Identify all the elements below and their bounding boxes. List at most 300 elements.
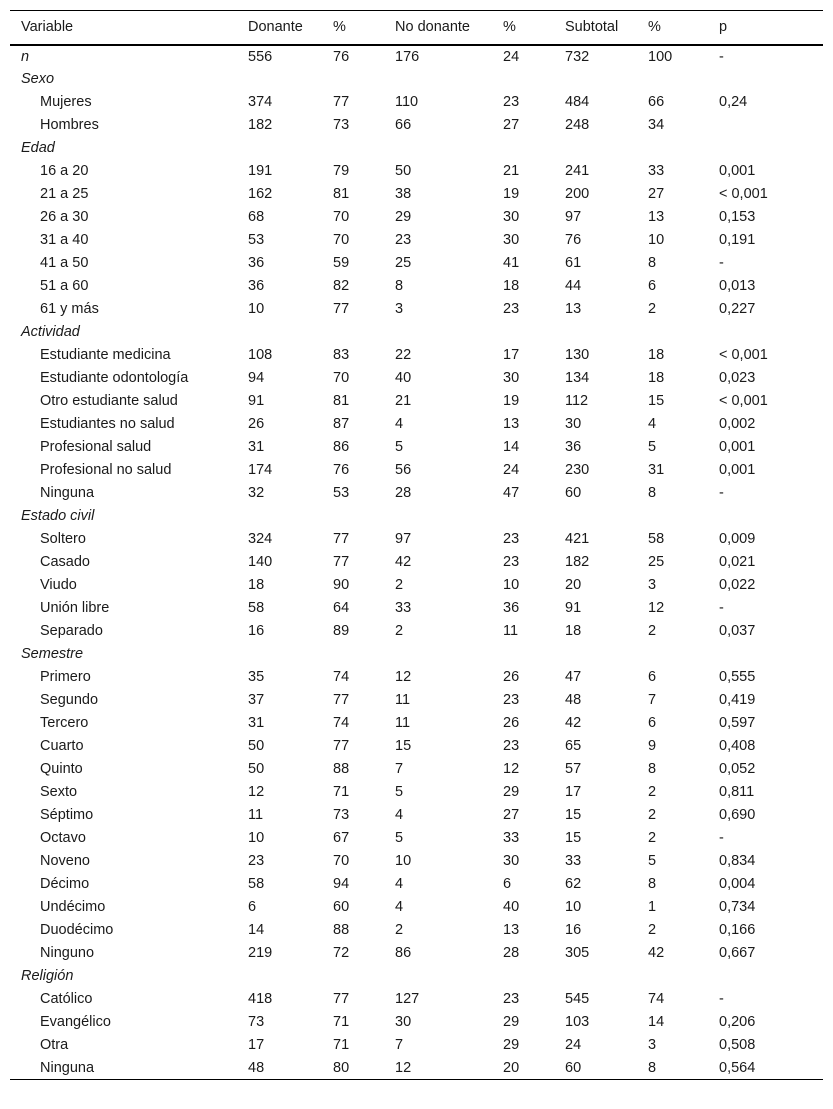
cell-donante: 50 xyxy=(248,738,265,754)
cell-subtotal: 16 xyxy=(565,922,582,938)
cell-donante xyxy=(237,137,322,160)
cell-donante: 162 xyxy=(248,186,273,202)
cell-donante: 23 xyxy=(248,853,265,869)
cell-p-value: 0,811 xyxy=(719,784,755,800)
cell-donante: 10 xyxy=(248,830,265,846)
cell-no-donante: 10 xyxy=(395,853,412,869)
cell-donante-percent: 88 xyxy=(333,922,350,938)
table-body xyxy=(10,45,823,1080)
cell-donante-percent xyxy=(322,137,384,160)
cell-no-donante: 86 xyxy=(395,945,412,961)
table-row xyxy=(10,919,823,942)
cell-no-donante-percent: 20 xyxy=(492,1057,554,1080)
cell-subtotal-percent: 2 xyxy=(648,807,657,823)
header-variable: Variable xyxy=(10,11,237,45)
cell-subtotal-percent: 2 xyxy=(648,830,657,846)
cell-donante: 48 xyxy=(237,1057,322,1080)
header-donante: Donante xyxy=(237,11,322,45)
cell-no-donante: 33 xyxy=(395,600,412,616)
table-row xyxy=(10,574,823,597)
cell-no-donante: 4 xyxy=(395,807,404,823)
cell-donante-percent: 67 xyxy=(333,830,350,846)
cell-donante-percent xyxy=(322,321,384,344)
cell-no-donante-percent: 47 xyxy=(503,485,520,501)
cell-variable: Estudiante odontología xyxy=(40,370,189,386)
cell-no-donante: 15 xyxy=(395,738,412,754)
cell-subtotal-percent: 2 xyxy=(648,922,657,938)
cell-donante xyxy=(237,68,322,91)
header-p-value: p xyxy=(708,11,823,45)
cell-no-donante-percent: 26 xyxy=(503,669,520,685)
cell-donante-percent: 76 xyxy=(333,462,350,478)
cell-no-donante: 11 xyxy=(395,692,411,708)
table-row xyxy=(10,45,823,68)
table-row xyxy=(10,344,823,367)
cell-variable: Actividad xyxy=(21,324,80,340)
cell-no-donante-percent: 10 xyxy=(503,577,520,593)
cell-subtotal-percent xyxy=(637,137,708,160)
table-row xyxy=(10,896,823,919)
cell-variable: 51 a 60 xyxy=(40,278,89,294)
table-row xyxy=(10,597,823,620)
cell-no-donante-percent xyxy=(492,505,554,528)
table-row xyxy=(10,275,823,298)
cell-no-donante-percent: 30 xyxy=(503,209,520,225)
cell-donante-percent: 72 xyxy=(333,945,350,961)
table-row xyxy=(10,735,823,758)
cell-donante: 53 xyxy=(248,232,265,248)
cell-no-donante: 8 xyxy=(395,278,404,294)
cell-subtotal: 545 xyxy=(565,991,590,1007)
cell-donante-percent: 82 xyxy=(333,278,350,294)
cell-p-value: 0,508 xyxy=(719,1037,756,1053)
cell-p-value: - xyxy=(719,991,724,1007)
cell-variable: Otra xyxy=(40,1037,69,1053)
cell-p-value: 0,690 xyxy=(719,807,756,823)
cell-donante-percent: 71 xyxy=(333,784,350,800)
cell-donante: 68 xyxy=(248,209,265,225)
cell-variable: 16 a 20 xyxy=(40,163,89,179)
cell-variable: Ninguna xyxy=(10,1057,237,1080)
cell-subtotal-percent: 27 xyxy=(648,186,665,202)
cell-p-value: 0,001 xyxy=(719,439,756,455)
header-donante-percent: % xyxy=(322,11,384,45)
cell-no-donante-percent: 27 xyxy=(503,117,520,133)
cell-subtotal: 24 xyxy=(565,1037,582,1053)
cell-donante-percent: 77 xyxy=(333,692,350,708)
cell-subtotal: 20 xyxy=(565,577,582,593)
cell-no-donante: 23 xyxy=(395,232,412,248)
cell-subtotal-percent: 6 xyxy=(648,715,657,731)
cell-donante: 11 xyxy=(248,807,264,823)
cell-p-value: 0,227 xyxy=(719,301,756,317)
cell-subtotal-percent: 7 xyxy=(648,692,657,708)
cell-donante-percent: 77 xyxy=(333,531,350,547)
cell-no-donante: 4 xyxy=(395,876,404,892)
cell-subtotal-percent: 8 xyxy=(637,1057,708,1080)
cell-variable: Décimo xyxy=(40,876,90,892)
cell-subtotal-percent: 8 xyxy=(648,255,657,271)
cell-p-value: 0,834 xyxy=(719,853,756,869)
table-row xyxy=(10,390,823,413)
cell-no-donante-percent: 11 xyxy=(503,623,519,639)
cell-donante: 26 xyxy=(248,416,265,432)
cell-subtotal-percent: 6 xyxy=(648,278,657,294)
cell-subtotal-percent: 8 xyxy=(648,876,657,892)
cell-p-value: - xyxy=(719,830,724,846)
cell-subtotal: 61 xyxy=(565,255,582,271)
cell-subtotal: 42 xyxy=(565,715,582,731)
cell-no-donante: 127 xyxy=(395,991,420,1007)
cell-variable: Católico xyxy=(40,991,93,1007)
cell-variable: Edad xyxy=(21,140,55,156)
cell-p-value: 0,021 xyxy=(719,554,756,570)
cell-subtotal: 248 xyxy=(565,117,590,133)
cell-variable: 31 a 40 xyxy=(40,232,89,248)
cell-p-value: 0,166 xyxy=(719,922,756,938)
cell-no-donante: 38 xyxy=(395,186,412,202)
cell-no-donante: 29 xyxy=(395,209,412,225)
cell-donante: 32 xyxy=(248,485,265,501)
cell-variable: Profesional no salud xyxy=(40,462,172,478)
cell-no-donante-percent: 13 xyxy=(503,416,520,432)
cell-subtotal-percent: 2 xyxy=(648,623,657,639)
cell-no-donante-percent: 21 xyxy=(503,163,520,179)
cell-subtotal-percent xyxy=(637,643,708,666)
cell-donante-percent: 70 xyxy=(333,853,350,869)
cell-no-donante: 28 xyxy=(395,485,412,501)
cell-subtotal: 134 xyxy=(565,370,590,386)
cell-donante-percent: 70 xyxy=(333,232,350,248)
cell-no-donante: 25 xyxy=(395,255,412,271)
cell-donante: 6 xyxy=(248,899,257,915)
cell-donante xyxy=(237,321,322,344)
cell-variable: 21 a 25 xyxy=(40,186,89,202)
cell-no-donante: 2 xyxy=(395,623,404,639)
cell-subtotal: 62 xyxy=(565,876,582,892)
cell-p-value xyxy=(708,643,823,666)
data-table-container xyxy=(10,10,823,1080)
cell-donante: 31 xyxy=(248,439,265,455)
cell-variable: Primero xyxy=(40,669,91,685)
table-row xyxy=(10,850,823,873)
cell-no-donante-percent: 19 xyxy=(503,393,520,409)
cell-subtotal-percent: 9 xyxy=(648,738,657,754)
table-row xyxy=(10,436,823,459)
cell-p-value: 0,597 xyxy=(719,715,756,731)
cell-no-donante-percent: 29 xyxy=(503,1014,520,1030)
table-row xyxy=(10,551,823,574)
table-row xyxy=(10,781,823,804)
cell-subtotal: 421 xyxy=(565,531,590,547)
cell-no-donante-percent: 23 xyxy=(503,94,520,110)
cell-no-donante-percent: 12 xyxy=(503,761,520,777)
cell-no-donante xyxy=(384,965,492,988)
cell-subtotal xyxy=(554,137,637,160)
cell-donante-percent: 53 xyxy=(333,485,350,501)
cell-no-donante: 21 xyxy=(395,393,412,409)
cell-subtotal-percent: 13 xyxy=(648,209,665,225)
cell-subtotal xyxy=(554,321,637,344)
cell-subtotal: 30 xyxy=(565,416,582,432)
cell-subtotal: 13 xyxy=(565,301,582,317)
cell-p-value: 0,153 xyxy=(719,209,756,225)
cell-variable: Undécimo xyxy=(40,899,106,915)
cell-no-donante-percent: 23 xyxy=(503,301,520,317)
cell-no-donante: 30 xyxy=(395,1014,412,1030)
section-row xyxy=(10,505,823,528)
cell-donante-percent: 64 xyxy=(333,600,350,616)
cell-no-donante-percent: 13 xyxy=(503,922,520,938)
cell-donante-percent xyxy=(322,505,384,528)
table-row xyxy=(10,459,823,482)
cell-variable: Estudiante medicina xyxy=(40,347,171,363)
cell-no-donante: 12 xyxy=(395,669,412,685)
cell-variable: Casado xyxy=(40,554,90,570)
table-row xyxy=(10,413,823,436)
cell-variable: Religión xyxy=(21,968,74,984)
cell-p-value: 0,022 xyxy=(719,577,756,593)
cell-subtotal-percent: 2 xyxy=(648,301,657,317)
cell-subtotal: 200 xyxy=(565,186,590,202)
cell-subtotal: 103 xyxy=(565,1014,590,1030)
cell-subtotal-percent: 100 xyxy=(648,48,673,65)
cell-donante: 219 xyxy=(248,945,273,961)
cell-p-value: - xyxy=(719,48,724,65)
cell-no-donante: 176 xyxy=(395,48,420,65)
cell-subtotal xyxy=(554,643,637,666)
cell-p-value: - xyxy=(719,255,724,271)
cell-subtotal xyxy=(554,505,637,528)
table-row xyxy=(10,873,823,896)
cell-subtotal-percent: 25 xyxy=(648,554,665,570)
cell-donante: 31 xyxy=(248,715,265,731)
cell-subtotal-percent: 10 xyxy=(648,232,665,248)
cell-p-value: 0,001 xyxy=(719,163,756,179)
cell-donante: 36 xyxy=(248,278,265,294)
cell-donante: 58 xyxy=(248,600,265,616)
cell-no-donante xyxy=(384,505,492,528)
cell-donante: 50 xyxy=(248,761,265,777)
cell-subtotal-percent xyxy=(637,505,708,528)
cell-no-donante-percent xyxy=(492,321,554,344)
cell-variable: n xyxy=(21,48,30,65)
cell-donante-percent: 76 xyxy=(333,48,350,65)
cell-donante: 37 xyxy=(248,692,265,708)
cell-p-value: 0,206 xyxy=(719,1014,756,1030)
cell-no-donante: 97 xyxy=(395,531,412,547)
cell-no-donante-percent: 36 xyxy=(503,600,520,616)
cell-donante: 174 xyxy=(248,462,273,478)
cell-subtotal-percent: 3 xyxy=(648,577,657,593)
cell-no-donante: 42 xyxy=(395,554,412,570)
cell-p-value xyxy=(708,321,823,344)
cell-p-value: 0,009 xyxy=(719,531,756,547)
cell-variable: Quinto xyxy=(40,761,83,777)
cell-subtotal-percent: 8 xyxy=(648,761,657,777)
cell-no-donante xyxy=(384,68,492,91)
cell-no-donante-percent: 24 xyxy=(503,462,520,478)
cell-no-donante: 7 xyxy=(395,761,404,777)
cell-variable: Mujeres xyxy=(40,94,92,110)
cell-variable: Séptimo xyxy=(40,807,94,823)
cell-no-donante: 4 xyxy=(395,416,404,432)
cell-subtotal: 97 xyxy=(565,209,582,225)
cell-p-value: 0,667 xyxy=(719,945,756,961)
cell-no-donante: 12 xyxy=(384,1057,492,1080)
cell-p-value: - xyxy=(719,485,724,501)
cell-donante: 556 xyxy=(248,48,273,65)
cell-subtotal: 91 xyxy=(565,600,582,616)
cell-variable: Sexo xyxy=(21,71,55,87)
cell-subtotal-percent: 58 xyxy=(648,531,665,547)
cell-subtotal: 305 xyxy=(565,945,590,961)
cell-donante: 108 xyxy=(248,347,273,363)
cell-p-value: < 0,001 xyxy=(719,347,768,363)
cell-no-donante-percent: 23 xyxy=(503,531,520,547)
table-row xyxy=(10,1034,823,1057)
cell-subtotal: 241 xyxy=(565,163,590,179)
table-header xyxy=(10,11,823,45)
cell-donante-percent xyxy=(322,965,384,988)
table-row xyxy=(10,1057,823,1080)
cell-p-value xyxy=(708,68,823,91)
cell-donante: 182 xyxy=(248,117,273,133)
cell-p-value: - xyxy=(719,600,724,616)
cell-subtotal-percent: 34 xyxy=(648,117,665,133)
cell-p-value: 0,002 xyxy=(719,416,756,432)
cell-variable: Estado civil xyxy=(21,508,95,524)
cell-donante: 36 xyxy=(248,255,265,271)
cell-no-donante: 5 xyxy=(395,784,404,800)
cell-variable: Soltero xyxy=(40,531,86,547)
cell-subtotal xyxy=(554,68,637,91)
cell-no-donante: 7 xyxy=(395,1037,404,1053)
cell-no-donante: 5 xyxy=(395,439,404,455)
cell-no-donante-percent: 6 xyxy=(503,876,512,892)
cell-subtotal: 57 xyxy=(565,761,582,777)
cell-no-donante-percent: 28 xyxy=(503,945,520,961)
cell-donante: 16 xyxy=(248,623,265,639)
cell-donante: 18 xyxy=(248,577,265,593)
cell-subtotal: 65 xyxy=(565,738,582,754)
cell-subtotal: 33 xyxy=(565,853,582,869)
cell-donante-percent: 79 xyxy=(333,163,350,179)
table-row xyxy=(10,988,823,1011)
cell-subtotal-percent xyxy=(637,965,708,988)
cell-donante: 94 xyxy=(248,370,265,386)
cell-donante-percent: 77 xyxy=(333,991,350,1007)
cell-p-value: 0,564 xyxy=(708,1057,823,1080)
table-row xyxy=(10,942,823,965)
cell-subtotal: 48 xyxy=(565,692,582,708)
cell-no-donante-percent: 33 xyxy=(503,830,520,846)
table-row xyxy=(10,183,823,206)
cell-no-donante-percent: 27 xyxy=(503,807,520,823)
table-row xyxy=(10,229,823,252)
cell-variable: Ninguno xyxy=(40,945,95,961)
cell-no-donante: 11 xyxy=(395,715,411,731)
cell-variable: Viudo xyxy=(40,577,77,593)
header-no-donante-percent: % xyxy=(492,11,554,45)
cell-subtotal-percent: 14 xyxy=(648,1014,665,1030)
cell-subtotal: 15 xyxy=(565,830,582,846)
data-table xyxy=(10,10,823,1080)
cell-no-donante xyxy=(384,643,492,666)
cell-no-donante-percent: 26 xyxy=(503,715,520,731)
cell-subtotal: 15 xyxy=(565,807,582,823)
cell-p-value: 0,408 xyxy=(719,738,756,754)
cell-subtotal-percent: 6 xyxy=(648,669,657,685)
cell-no-donante-percent: 30 xyxy=(503,232,520,248)
table-row xyxy=(10,758,823,781)
cell-donante-percent: 73 xyxy=(333,117,350,133)
cell-variable: Profesional salud xyxy=(40,439,152,455)
cell-subtotal-percent: 15 xyxy=(648,393,665,409)
cell-p-value: 0,023 xyxy=(719,370,756,386)
cell-p-value: 0,037 xyxy=(719,623,756,639)
cell-donante-percent: 77 xyxy=(333,301,350,317)
table-row xyxy=(10,91,823,114)
cell-no-donante-percent: 30 xyxy=(503,853,520,869)
cell-variable: Unión libre xyxy=(40,600,110,616)
table-row xyxy=(10,367,823,390)
cell-subtotal-percent xyxy=(637,68,708,91)
cell-donante-percent: 73 xyxy=(333,807,350,823)
cell-donante-percent: 90 xyxy=(333,577,350,593)
cell-subtotal-percent xyxy=(637,321,708,344)
cell-donante: 35 xyxy=(248,669,265,685)
cell-subtotal: 17 xyxy=(565,784,582,800)
cell-donante-percent xyxy=(322,68,384,91)
cell-no-donante-percent: 19 xyxy=(503,186,520,202)
cell-no-donante: 22 xyxy=(395,347,412,363)
cell-donante-percent: 86 xyxy=(333,439,350,455)
cell-donante-percent: 87 xyxy=(333,416,350,432)
cell-donante: 17 xyxy=(248,1037,265,1053)
cell-subtotal: 36 xyxy=(565,439,582,455)
cell-subtotal-percent: 74 xyxy=(648,991,665,1007)
cell-subtotal-percent: 4 xyxy=(648,416,657,432)
header-no-donante: No donante xyxy=(384,11,492,45)
cell-donante-percent: 81 xyxy=(333,186,350,202)
cell-p-value xyxy=(708,137,823,160)
cell-p-value: < 0,001 xyxy=(719,393,768,409)
cell-donante-percent: 80 xyxy=(322,1057,384,1080)
cell-donante-percent: 60 xyxy=(333,899,350,915)
cell-no-donante: 4 xyxy=(395,899,404,915)
cell-no-donante-percent: 14 xyxy=(503,439,520,455)
cell-donante-percent: 77 xyxy=(333,738,350,754)
cell-variable: Semestre xyxy=(21,646,84,662)
cell-subtotal: 732 xyxy=(565,48,590,65)
cell-subtotal: 76 xyxy=(565,232,582,248)
cell-no-donante-percent: 29 xyxy=(503,784,520,800)
cell-subtotal-percent: 18 xyxy=(648,370,665,386)
cell-subtotal: 47 xyxy=(565,669,582,685)
cell-donante: 374 xyxy=(248,94,273,110)
section-row xyxy=(10,137,823,160)
cell-subtotal: 112 xyxy=(565,393,589,409)
cell-donante-percent: 74 xyxy=(333,669,350,685)
cell-donante: 91 xyxy=(248,393,265,409)
cell-subtotal: 182 xyxy=(565,554,590,570)
cell-donante: 14 xyxy=(248,922,265,938)
cell-no-donante-percent: 23 xyxy=(503,554,520,570)
cell-no-donante: 40 xyxy=(395,370,412,386)
cell-p-value: 0,013 xyxy=(719,278,756,294)
cell-no-donante-percent: 30 xyxy=(503,370,520,386)
